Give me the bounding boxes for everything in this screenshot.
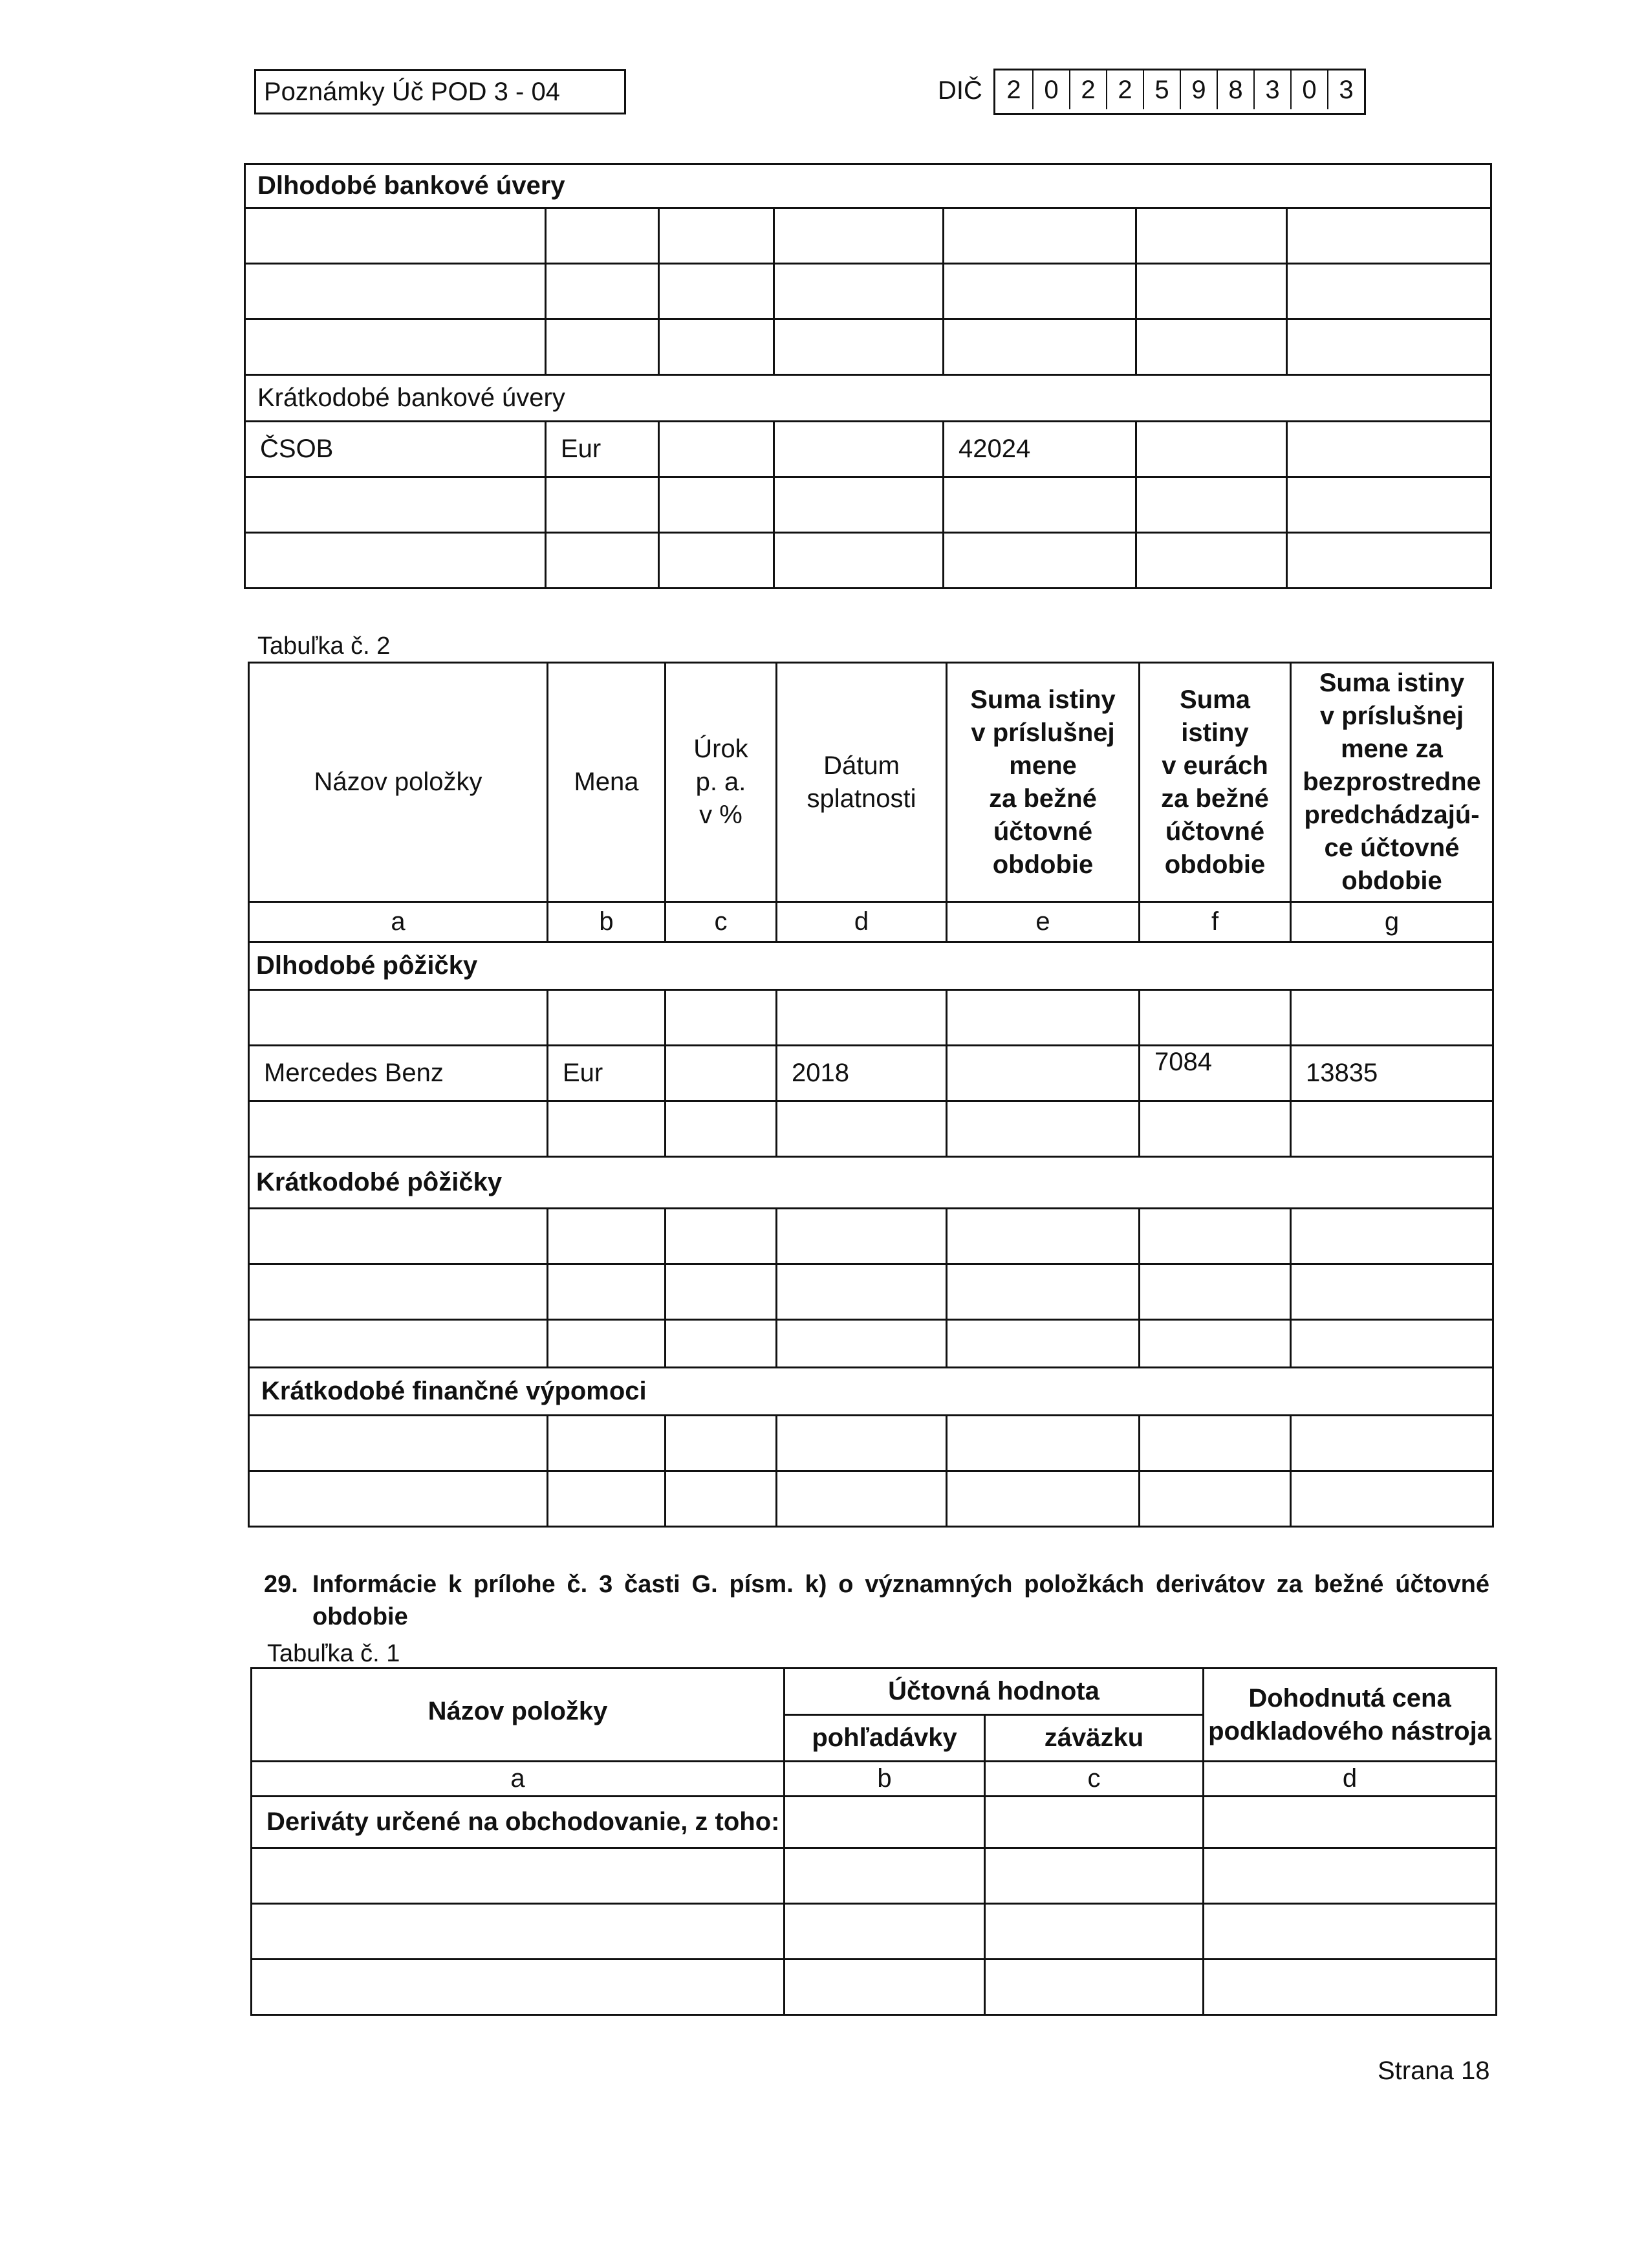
header-amount-prev: Suma istiny v príslušnej mene za bezprostredne predchádzajú- ce účtovné obdobie: [1291, 663, 1493, 902]
cell-currency: Eur: [546, 422, 659, 477]
derivatives-table: [250, 1667, 1497, 2016]
cell-interest: [659, 422, 774, 477]
column-letter: d: [1204, 1762, 1497, 1797]
dic-digit: 3: [1327, 70, 1364, 109]
header-receivables: pohľadávky: [785, 1715, 985, 1762]
section-long-loans: Dlhodobé pôžičky: [249, 942, 1493, 990]
header-liabilities: záväzku: [985, 1715, 1204, 1762]
dic-digit: 9: [1180, 70, 1217, 109]
table2-caption: Tabuľka č. 2: [257, 632, 391, 660]
dic-digit: 3: [1253, 70, 1290, 109]
header-amount-eur: Suma istiny v eurách za bežné účtovné obdobie: [1140, 663, 1291, 902]
dic-digit-boxes: [993, 69, 1366, 115]
table-row: [249, 1046, 1493, 1101]
derivatives-row-title: Deriváty určené na obchodovanie, z toho:: [252, 1797, 785, 1848]
cell-amount-eur: [1136, 422, 1287, 477]
cell-amount-currency: [947, 1046, 1140, 1101]
cell-maturity: 2018: [777, 1046, 947, 1101]
column-letter: g: [1291, 902, 1493, 942]
header-agreed-price: Dohodnutá cena podkladového nástroja: [1204, 1669, 1497, 1762]
header-name: Názov položky: [249, 663, 548, 902]
cell-interest: [666, 1046, 777, 1101]
cell-maturity: [774, 422, 944, 477]
header-accounting-value: Účtovná hodnota: [785, 1669, 1204, 1715]
section-long-bank-loans: Dlhodobé bankové úvery: [245, 164, 1491, 208]
header-currency: Mena: [548, 663, 666, 902]
cell-currency: Eur: [548, 1046, 666, 1101]
section-29-text: Informácie k prílohe č. 3 časti G. písm. k) o významných položkách derivátov za bežné účtovné obdobie: [312, 1571, 1489, 1630]
dic-digit: 2: [1106, 70, 1143, 109]
table1-caption: Tabuľka č. 1: [267, 1640, 400, 1667]
page-number: Strana 18: [1378, 2057, 1490, 2085]
column-letter: d: [777, 902, 947, 942]
dic-digit: 0: [1290, 70, 1327, 109]
dic-label: DIČ: [938, 76, 982, 105]
column-letter: c: [666, 902, 777, 942]
header-amount-currency: Suma istiny v príslušnej mene za bežné účtovné obdobie: [947, 663, 1140, 902]
column-letter: c: [985, 1762, 1204, 1797]
header-interest: Úrok p. a. v %: [666, 663, 777, 902]
cell-name: ČSOB: [245, 422, 546, 477]
dic-digit: 8: [1217, 70, 1253, 109]
cell-name: Mercedes Benz: [249, 1046, 548, 1101]
dic-digit: 2: [1006, 76, 1021, 104]
column-letter: a: [249, 902, 548, 942]
header-name: Názov položky: [252, 1669, 785, 1762]
section-short-loans: Krátkodobé pôžičky: [249, 1157, 1493, 1209]
form-label: Poznámky Úč POD 3 - 04: [254, 69, 626, 114]
section-29-number: 29.: [264, 1571, 298, 1598]
dic-digit: 2: [1069, 70, 1106, 109]
column-letter: f: [1140, 902, 1291, 942]
loans-table: [248, 662, 1494, 1528]
column-letter: e: [947, 902, 1140, 942]
table-row: [245, 422, 1491, 477]
bank-loans-table: [244, 163, 1492, 589]
cell-amount-eur: 7084: [1140, 1046, 1291, 1101]
cell-amount-currency: 42024: [944, 422, 1136, 477]
column-letter: b: [785, 1762, 985, 1797]
dic-digit: 5: [1143, 70, 1180, 109]
section-short-bank-loans: Krátkodobé bankové úvery: [245, 375, 1491, 422]
column-letter: b: [548, 902, 666, 942]
cell-amount-prev: [1287, 422, 1491, 477]
dic-digit: 0: [1032, 70, 1069, 109]
column-letter: a: [252, 1762, 785, 1797]
cell-amount-prev: 13835: [1291, 1046, 1493, 1101]
header-maturity: Dátum splatnosti: [777, 663, 947, 902]
section-fin-help: Krátkodobé finančné výpomoci: [249, 1368, 1493, 1416]
